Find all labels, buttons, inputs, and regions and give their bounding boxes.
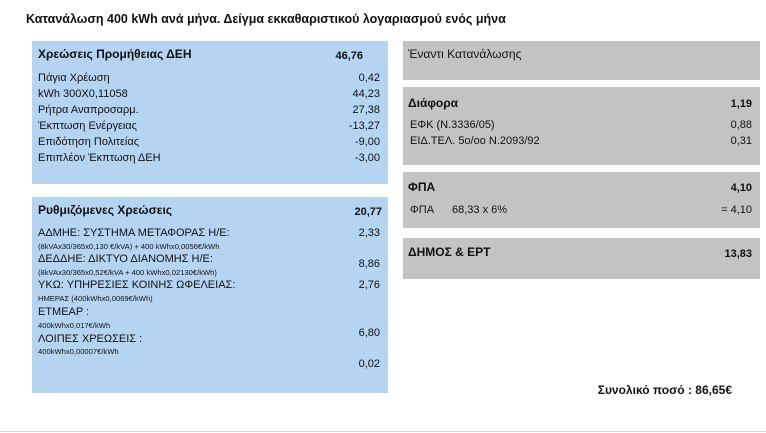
regulated-item-formula: 400kWhx0,00007€/kWh xyxy=(38,347,119,356)
supply-item-label: Πάγια Χρέωση xyxy=(38,72,110,84)
regulated-item-value: 0,02 xyxy=(358,358,380,370)
regulated-item-label: ΥΚΩ: ΥΠΗΡΕΣΙΕΣ ΚΟΙΝΗΣ ΩΦΕΛΕΙΑΣ: xyxy=(38,279,236,291)
various-total: 1,19 xyxy=(730,98,752,110)
vat-calculation: 68,33 x 6% xyxy=(452,204,508,216)
supply-charges-panel xyxy=(32,41,388,184)
supply-charges-total: 46,76 xyxy=(335,50,363,62)
municipal-panel xyxy=(403,238,760,279)
supply-item-label: kWh 300X0,11058 xyxy=(38,88,128,100)
supply-item-label: Έκπτωση Ενέργειας xyxy=(38,120,137,132)
supply-item-label: Επιπλέον Έκπτωση ΔΕΗ xyxy=(38,152,161,164)
regulated-item-label: ΔΕΔΔΗΕ: ΔΙΚΤΥΟ ΔΙΑΝΟΜΗΣ Η/Ε: xyxy=(38,253,213,265)
various-item-value: 0,88 xyxy=(730,119,752,131)
regulated-item-formula: (8kVAx30/365x0,130 €/kVA) + 400 kWhx0,0056€/kWh xyxy=(38,242,220,251)
supply-charges-header: Χρεώσεις Προμήθειας ΔΕΗ xyxy=(38,47,192,61)
page-title: Κατανάλωση 400 kWh ανά μήνα. Δείγμα εκκαθαριστικού λογαριασμού ενός μήνα xyxy=(26,12,506,26)
supply-item-value: -9,00 xyxy=(354,136,380,148)
regulated-item-value: 6,80 xyxy=(358,327,380,339)
regulated-charges-total: 20,77 xyxy=(354,206,382,218)
vat-label: ΦΠΑ xyxy=(410,204,435,216)
regulated-item-label: ΛΟΙΠΕΣ ΧΡΕΩΣΕΙΣ : xyxy=(38,333,143,345)
supply-item-value: -3,00 xyxy=(354,152,380,164)
vat-panel xyxy=(403,172,760,228)
regulated-item-label: ΕΤΜΕΑΡ : xyxy=(38,306,90,318)
supply-item-label: Επιδότηση Πολιτείας xyxy=(38,136,140,148)
vat-value: = 4,10 xyxy=(721,204,752,216)
various-item-label: ΕΦΚ (Ν.3336/05) xyxy=(410,119,495,131)
vat-header: ΦΠΑ xyxy=(408,180,436,194)
regulated-item-formula: 400kWhx0,017€/kWh xyxy=(38,321,111,330)
bottom-divider xyxy=(0,431,766,432)
consumption-header: Έναντι Κατανάλωσης xyxy=(408,47,522,61)
various-item-value: 0,31 xyxy=(730,135,752,147)
consumption-panel xyxy=(403,41,760,80)
regulated-item-value: 8,86 xyxy=(358,258,380,270)
supply-item-label: Ρήτρα Αναπροσαρμ. xyxy=(38,104,139,116)
grand-total: Συνολικό ποσό : 86,65€ xyxy=(597,383,732,397)
various-item-label: ΕΙΔ.ΤΕΛ. 5ο/οο Ν.2093/92 xyxy=(410,135,540,147)
various-panel xyxy=(403,87,760,165)
municipal-header: ΔΗΜΟΣ & ΕΡΤ xyxy=(408,245,491,259)
regulated-item-formula: ΗΜΕΡΑΣ (400kWhx0,0069€/kWh) xyxy=(38,294,153,303)
regulated-item-value: 2,76 xyxy=(358,279,380,291)
supply-item-value: -13,27 xyxy=(348,120,380,132)
regulated-item-formula: (8kVAx30/365x0,52€/kVA + 400 kWhx0,02130€/kWh) xyxy=(38,268,217,277)
regulated-item-label: ΑΔΜΗΕ: ΣΥΣΤΗΜΑ ΜΕΤΑΦΟΡΑΣ Η/Ε: xyxy=(38,227,230,239)
various-header: Διάφορα xyxy=(408,96,459,110)
regulated-item-value: 2,33 xyxy=(358,227,380,239)
municipal-total: 13,83 xyxy=(724,248,752,260)
supply-item-value: 27,38 xyxy=(352,104,380,116)
supply-item-value: 0,42 xyxy=(358,72,380,84)
vat-total: 4,10 xyxy=(730,182,752,194)
regulated-charges-panel xyxy=(32,197,388,393)
supply-item-value: 44,23 xyxy=(352,88,380,100)
regulated-charges-header: Ρυθμιζόμενες Χρεώσεις xyxy=(38,203,173,217)
